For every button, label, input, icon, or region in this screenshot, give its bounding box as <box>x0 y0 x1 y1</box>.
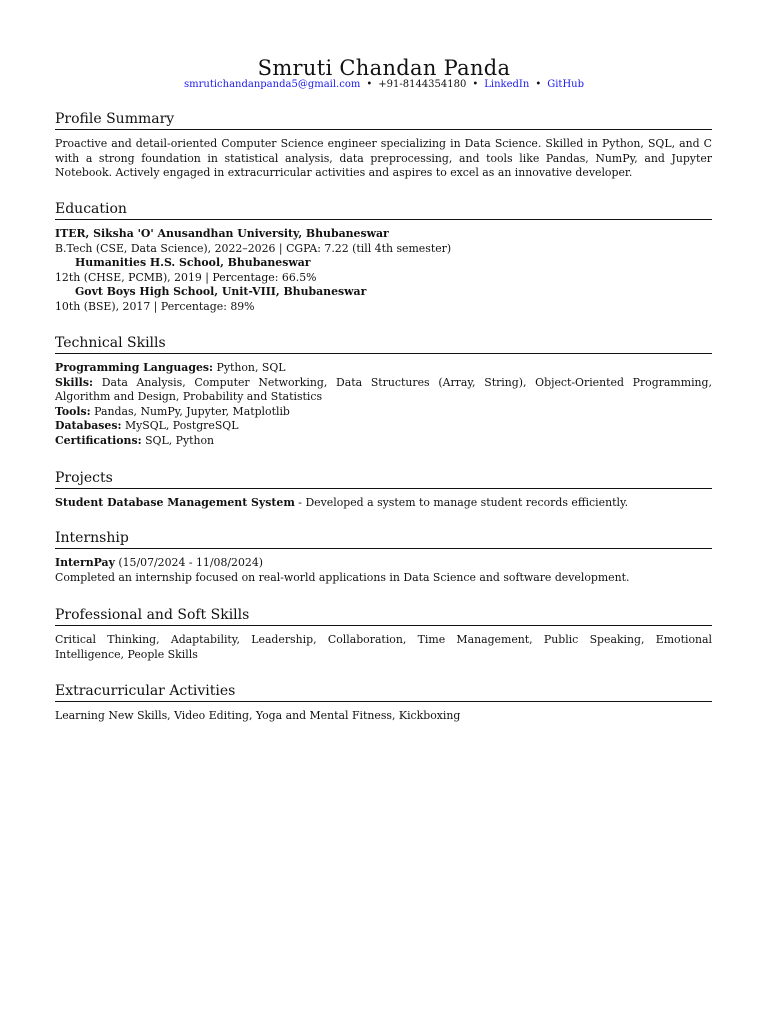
skill-label: Programming Languages: <box>55 361 214 374</box>
section-soft-skills <box>55 606 712 662</box>
section-extracurricular <box>55 682 712 724</box>
education-detail: 10th (BSE), 2017 | Percentage: 89% <box>55 299 255 313</box>
github-link[interactable]: GitHub <box>547 79 585 90</box>
education-item <box>55 227 712 256</box>
email-link[interactable]: smrutichandanpanda5@gmail.com <box>183 79 361 90</box>
extracurricular-text: Learning New Skills, Video Editing, Yoga and Mental Fitness, Kickboxing <box>55 709 461 722</box>
linkedin-link[interactable]: LinkedIn <box>484 79 530 90</box>
skill-value: Pandas, NumPy, Jupyter, Matplotlib <box>94 404 290 418</box>
education-detail: 12th (CHSE, PCMB), 2019 | Percentage: 66.5% <box>55 270 317 284</box>
project-name: Student Database Management System <box>55 496 295 509</box>
skill-value: Data Analysis, Computer Networking, Data Structures (Array, String), Object-Oriented Programming, Algorithm and Design, Probability and Statistics <box>55 375 712 404</box>
phone-number: +91-8144354180 <box>378 79 467 90</box>
skill-row <box>55 434 712 449</box>
skill-row <box>55 419 712 434</box>
separator: • <box>366 79 373 90</box>
skills-list <box>55 361 712 449</box>
skill-row <box>55 405 712 420</box>
project-item <box>55 496 712 511</box>
skill-label: Tools: <box>55 404 91 418</box>
separator: • <box>535 79 542 90</box>
internship-company: InternPay <box>55 556 115 569</box>
section-title: Technical Skills <box>55 334 712 354</box>
candidate-name: Smruti Chandan Panda <box>257 56 511 80</box>
contact-line <box>0 79 768 90</box>
education-item <box>55 285 712 314</box>
skill-label: Skills: <box>55 375 93 389</box>
skill-label: Certifications: <box>55 433 142 447</box>
skill-row <box>55 376 712 405</box>
profile-summary-text: Proactive and detail-oriented Computer Science engineer specializing in Data Science. Skilled in Python, SQL, and C with a strong foundation in statistical analysis, data preprocessing, and tools like Pandas, NumPy, and Jupyter Notebook. Actively engaged in extracurricular activities and aspires to excel as an innovative developer. <box>55 137 712 180</box>
education-item <box>55 256 712 285</box>
internship-item <box>55 556 712 585</box>
education-list <box>55 227 712 315</box>
project-description: - Developed a system to manage student records efficiently. <box>294 496 629 509</box>
skill-row <box>55 361 712 376</box>
section-title: Profile Summary <box>55 110 712 130</box>
skill-value: MySQL, PostgreSQL <box>124 419 239 433</box>
section-title: Professional and Soft Skills <box>55 606 712 626</box>
school-name: ITER, Siksha 'O' Anusandhan University, Bhubaneswar <box>55 227 389 240</box>
section-title: Internship <box>55 529 712 549</box>
section-internship <box>55 529 712 585</box>
internship-dates: (15/07/2024 - 11/08/2024) <box>114 556 264 569</box>
soft-skills-text: Critical Thinking, Adaptability, Leadership, Collaboration, Time Management, Public Speaking, Emotional Intelligence, People Skills <box>55 633 712 661</box>
school-name: Govt Boys High School, Unit-VIII, Bhubaneswar <box>75 285 367 299</box>
section-profile-summary <box>55 110 712 181</box>
skill-value: SQL, Python <box>145 433 215 447</box>
education-detail: B.Tech (CSE, Data Science), 2022–2026 | CGPA: 7.22 (till 4th semester) <box>55 241 452 255</box>
section-title: Extracurricular Activities <box>55 682 712 702</box>
separator: • <box>472 79 479 90</box>
internship-description: Completed an internship focused on real-world applications in Data Science and software development. <box>55 570 630 584</box>
school-name: Humanities H.S. School, Bhubaneswar <box>75 256 311 270</box>
section-education <box>55 200 712 315</box>
skill-value: Python, SQL <box>216 361 286 374</box>
skill-label: Databases: <box>55 419 122 433</box>
section-technical-skills <box>55 334 712 449</box>
section-title: Projects <box>55 469 712 489</box>
section-projects <box>55 469 712 511</box>
section-title: Education <box>55 200 712 220</box>
